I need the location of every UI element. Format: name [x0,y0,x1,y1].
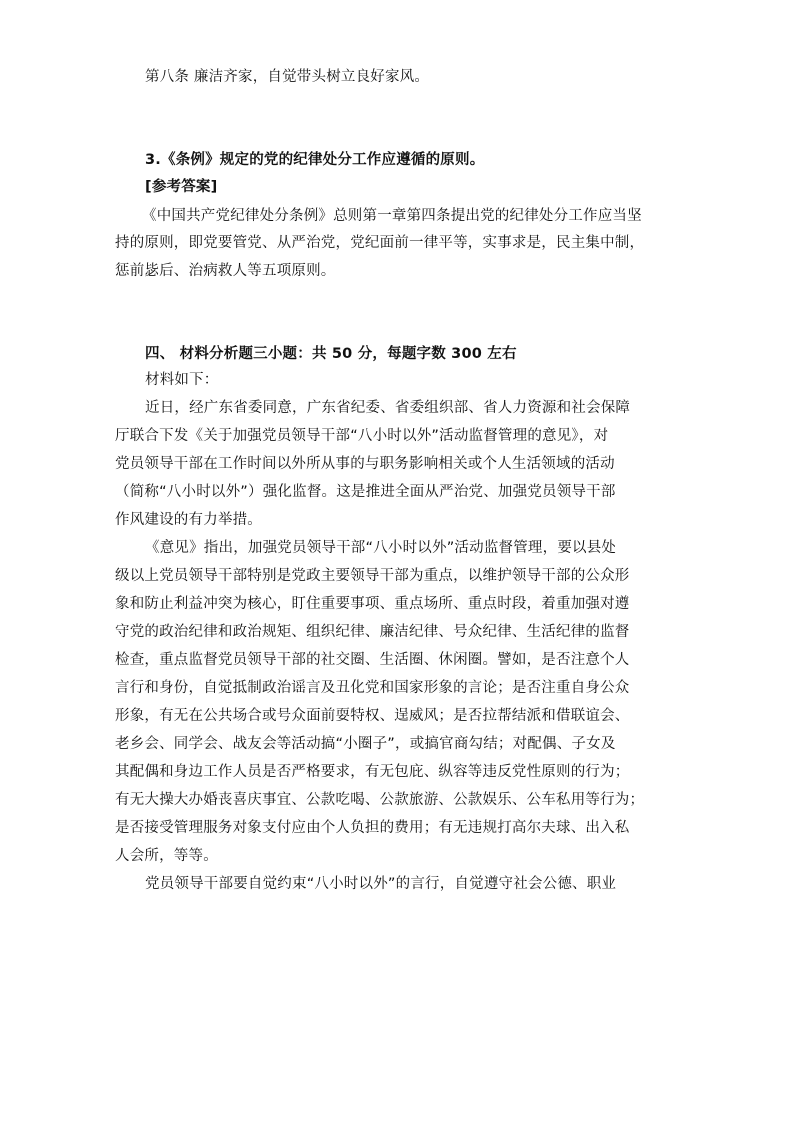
article-eight-text: 第八条 廉洁齐家，自觉带头树立良好家风。 [145,69,430,85]
section-4-title: 四、 材料分析题三小题：共 50 分，每题字数 300 左右 [145,346,517,362]
paragraph-2-line: 其配偶和身边工作人员是否严格要求，有无包庇、纵容等违反党性原则的行为； [115,764,630,780]
paragraph-1-line: 厅联合下发《关于加强党员领导干部“八小时以外”活动监督管理的意见》，对 [115,428,609,444]
answer-line: 《中国共产党纪律处分条例》总则第一章第四条提出党的纪律处分工作应当坚 [142,208,642,224]
paragraph-1-line: 作风建设的有力举措。 [115,512,262,528]
paragraph-2-line: 象和防止利益冲突为核心，盯住重要事项、重点场所、重点时段，着重加强对遵 [115,596,630,612]
paragraph-2-line: 形象，有无在公共场合或号众面前耍特权、逞威风；是否拉帮结派和借联谊会、 [115,708,630,724]
paragraph-2-line: 有无大操大办婚丧喜庆事宜、公款吃喝、公款旅游、公款娱乐、公车私用等行为； [115,792,645,808]
paragraph-2-line: 级以上党员领导干部特别是党政主要领导干部为重点，以维护领导干部的公众形 [115,568,630,584]
paragraph-2-line: 守党的政治纪律和政治规矩、组织纪律、廉洁纪律、号众纪律、生活纪律的监督 [115,624,630,640]
paragraph-2-line: 《意见》指出，加强党员领导干部“八小时以外”活动监督管理，要以县处 [145,540,617,556]
paragraph-1-line: 近日，经广东省委同意，广东省纪委、省委组织部、省人力资源和社会保障 [145,400,631,416]
paragraph-2-line: 人会所，等等。 [115,848,218,864]
paragraph-2-line: 老乡会、同学会、战友会等活动搞“小圈子”，或搞官商勾结；对配偶、子女及 [115,736,616,752]
reference-answer-label: [参考答案] [145,179,218,195]
answer-line: 惩前毖后、治病救人等五项原则。 [115,263,336,279]
paragraph-2-line: 言行和身份，自觉抵制政治谣言及丑化党和国家形象的言论；是否注重自身公众 [115,680,630,696]
answer-line: 持的原则，即党要管党、从严治党，党纪面前一律平等，实事求是，民主集中制， [115,235,645,251]
question-3-title: 3.《条例》规定的党的纪律处分工作应遵循的原则。 [145,152,485,168]
paragraph-2-line: 检查，重点监督党员领导干部的社交圈、生活圈、休闲圈。譬如，是否注意个人 [115,652,630,668]
material-intro: 材料如下： [145,372,219,388]
paragraph-1-line: （简称“八小时以外”）强化监督。这是推进全面从严治党、加强党员领导干部 [115,484,616,500]
paragraph-2-line: 是否接受管理服务对象支付应由个人负担的费用；有无违规打高尔夫球、出入私 [115,820,630,836]
paragraph-3-line: 党员领导干部要自觉约束“八小时以外”的言行，自觉遵守社会公德、职业 [145,876,617,892]
paragraph-1-line: 党员领导干部在工作时间以外所从事的与职务影响相关或个人生活领域的活动 [115,456,615,472]
